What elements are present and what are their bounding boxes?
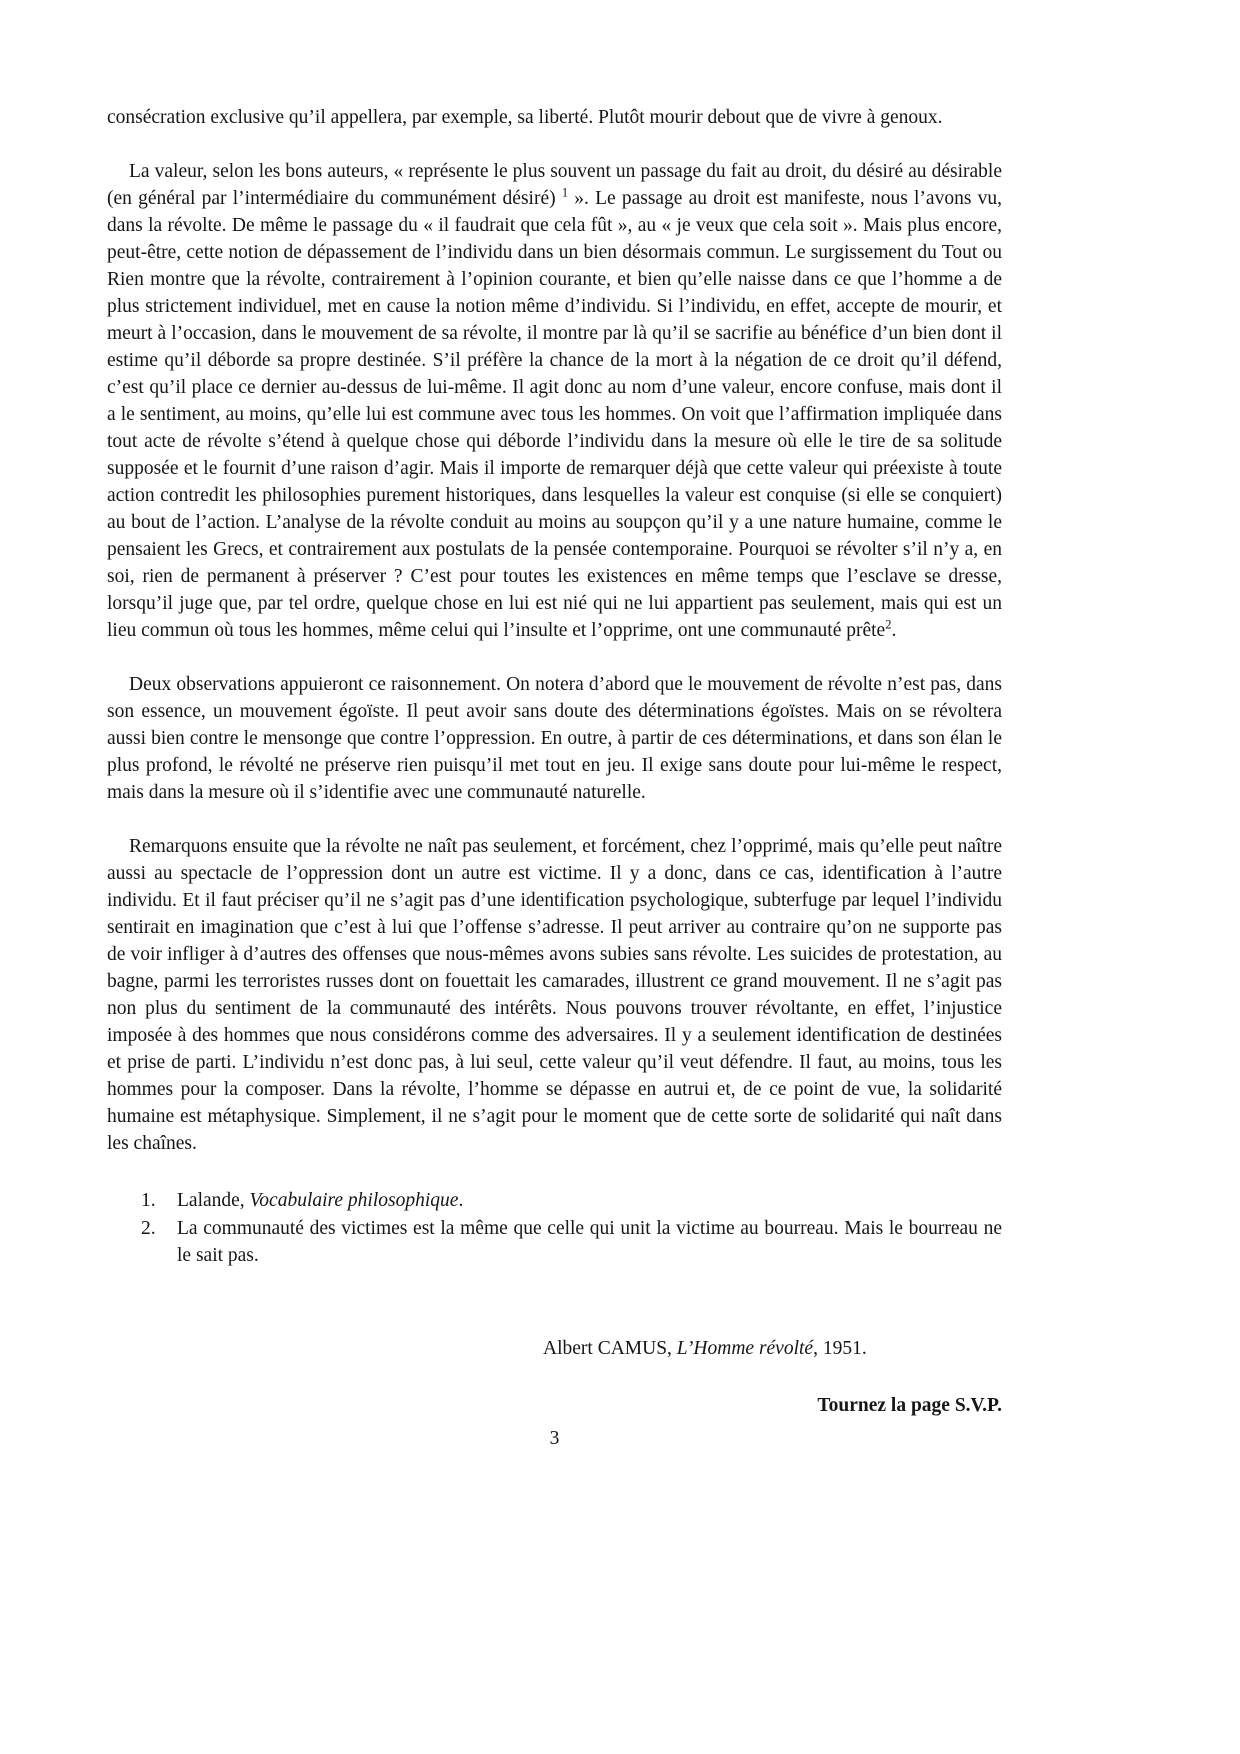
paragraph-text: . xyxy=(891,620,897,641)
attribution-year: , 1951. xyxy=(813,1338,867,1359)
footnote-list xyxy=(107,1187,1002,1269)
footnote-text-plain: Lalande, xyxy=(177,1190,250,1211)
body-paragraph: Remarquons ensuite que la révolte ne naît pas seulement, et forcément, chez l’opprimé, mais qu’elle peut naître aussi au spectacle de l’oppression dont un autre est victime. Il y a donc, dans ce cas, identification à l’autre individu. Et il faut préciser qu’il ne s’agit pas d’une identification psychologique, subterfuge par lequel l’individu sentirait en imagination que c’est à lui que l’offense s’adresse. Il peut arriver au contraire qu’on ne supporte pas de voir infliger à d’autres des offenses que nous-mêmes avons subies sans révolte. Les suicides de protestation, au bagne, parmi les terroristes russes dont on fouettait les camarades, illustrent ce grand mouvement. Il ne s’agit pas non plus du sentiment de la communauté des intérêts. Nous pouvons trouver révoltante, en effet, l’injustice imposée à des hommes que nous considérons comme des adversaires. Il y a seulement identification de destinées et prise de parti. L’individu n’est donc pas, à lui seul, cette valeur qu’il veut défendre. Il faut, au moins, tous les hommes pour la composer. Dans la révolte, l’homme se dépasse en autrui et, de ce point de vue, la solidarité humaine est métaphysique. Simplement, il ne s’agit pour le moment que de cette sorte de solidarité qui naît dans les chaînes. xyxy=(107,836,1002,1154)
body-paragraph: Deux observations appuieront ce raisonnement. On notera d’abord que le mouvement de révolte n’est pas, dans son essence, un mouvement égoïste. Il peut avoir sans doute des déterminations égoïstes. Mais on se révoltera aussi bien contre le mensonge que contre l’oppression. En outre, à partir de ces déterminations, et dans son élan le plus profond, le révolté ne préserve rien puisqu’il met tout en jeu. Il exige sans doute pour lui-même le respect, mais dans la mesure où il s’identifie avec une communauté naturelle. xyxy=(107,674,1002,803)
footnote-number: 1. xyxy=(141,1190,156,1211)
footnote-item xyxy=(141,1215,1002,1269)
footnote-text-italic: Vocabulaire philosophique xyxy=(249,1190,459,1211)
attribution-author: Albert CAMUS, xyxy=(543,1338,677,1359)
body-paragraph: consécration exclusive qu’il appellera, par exemple, sa liberté. Plutôt mourir debout que de vivre à genoux. xyxy=(107,107,943,128)
footnote-text-plain: . xyxy=(458,1190,464,1211)
paragraph-text: La valeur, selon les bons auteurs, « représente le plus souvent un passage du fait au droit, du désiré au désirable (en général par l’intermédiaire du communément désiré) xyxy=(107,161,1002,209)
turn-page-notice: Tournez la page S.V.P. xyxy=(817,1395,1002,1416)
footnote-text xyxy=(177,1215,1002,1269)
footnote-text xyxy=(177,1187,1002,1214)
attribution-line xyxy=(107,1335,1002,1362)
paragraph-text: ». Le passage au droit est manifeste, nous l’avons vu, dans la révolte. De même le passage du « il faudrait que cela fût », au « je veux que cela soit ». Mais plus encore, peut-être, cette notion de dépassement de l’individu dans un bien désormais commun. Le surgissement du Tout ou Rien montre que la révolte, contrairement à l’opinion courante, et bien qu’elle naisse dans ce que l’homme a de plus strictement individuel, met en cause la notion même d’individu. Si l’individu, en effet, accepte de mourir, et meurt à l’occasion, dans le mouvement de sa révolte, il montre par là qu’il se sacrifie au bénéfice d’un bien dont il estime qu’il déborde sa propre destinée. S’il préfère la chance de la mort à la négation de ce droit qu’il défend, c’est qu’il place ce dernier au-dessus de lui-même. Il agit donc au nom d’une valeur, encore confuse, mais dont il a le sentiment, au moins, qu’elle lui est commune avec tous les hommes. On voit que l’affirmation impliquée dans tout acte de révolte s’étend à quelque chose qui déborde l’individu dans la mesure où elle le tire de sa solitude supposée et le fournit d’une raison d’agir. Mais il importe de remarquer déjà que cette valeur qui préexiste à toute action contredit les philosophies purement historiques, dans lesquelles la valeur est conquise (si elle se conquiert) au bout de l’action. L’analyse de la révolte conduit au moins au soupçon qu’il y a une nature humaine, comme le pensaient les Grecs, et contrairement aux postulats de la pensée contemporaine. Pourquoi se révolter s’il n’y a, en soi, rien de permanent à préserver ? C’est pour toutes les existences en même temps que l’esclave se dresse, lorsqu’il juge que, par tel ordre, quelque chose en lui est nié qui ne lui appartient pas seulement, mais qui est un lieu commun où tous les hommes, même celui qui l’insulte et l’opprime, ont une communauté prête xyxy=(107,188,1002,641)
footnote-item xyxy=(141,1187,1002,1214)
footnote-reference-1: 1 xyxy=(561,185,569,200)
attribution-work-title: L’Homme révolté xyxy=(676,1338,814,1359)
footnote-reference-2: 2 xyxy=(885,617,892,632)
footnote-text-plain: La communauté des victimes est la même que celle qui unit la victime au bourreau. Mais le bourreau ne le sait pas. xyxy=(177,1218,1002,1266)
body-paragraph xyxy=(107,158,1002,644)
text-column xyxy=(107,104,1002,1452)
page-number: 3 xyxy=(549,1428,560,1449)
footnote-number: 2. xyxy=(141,1218,156,1239)
